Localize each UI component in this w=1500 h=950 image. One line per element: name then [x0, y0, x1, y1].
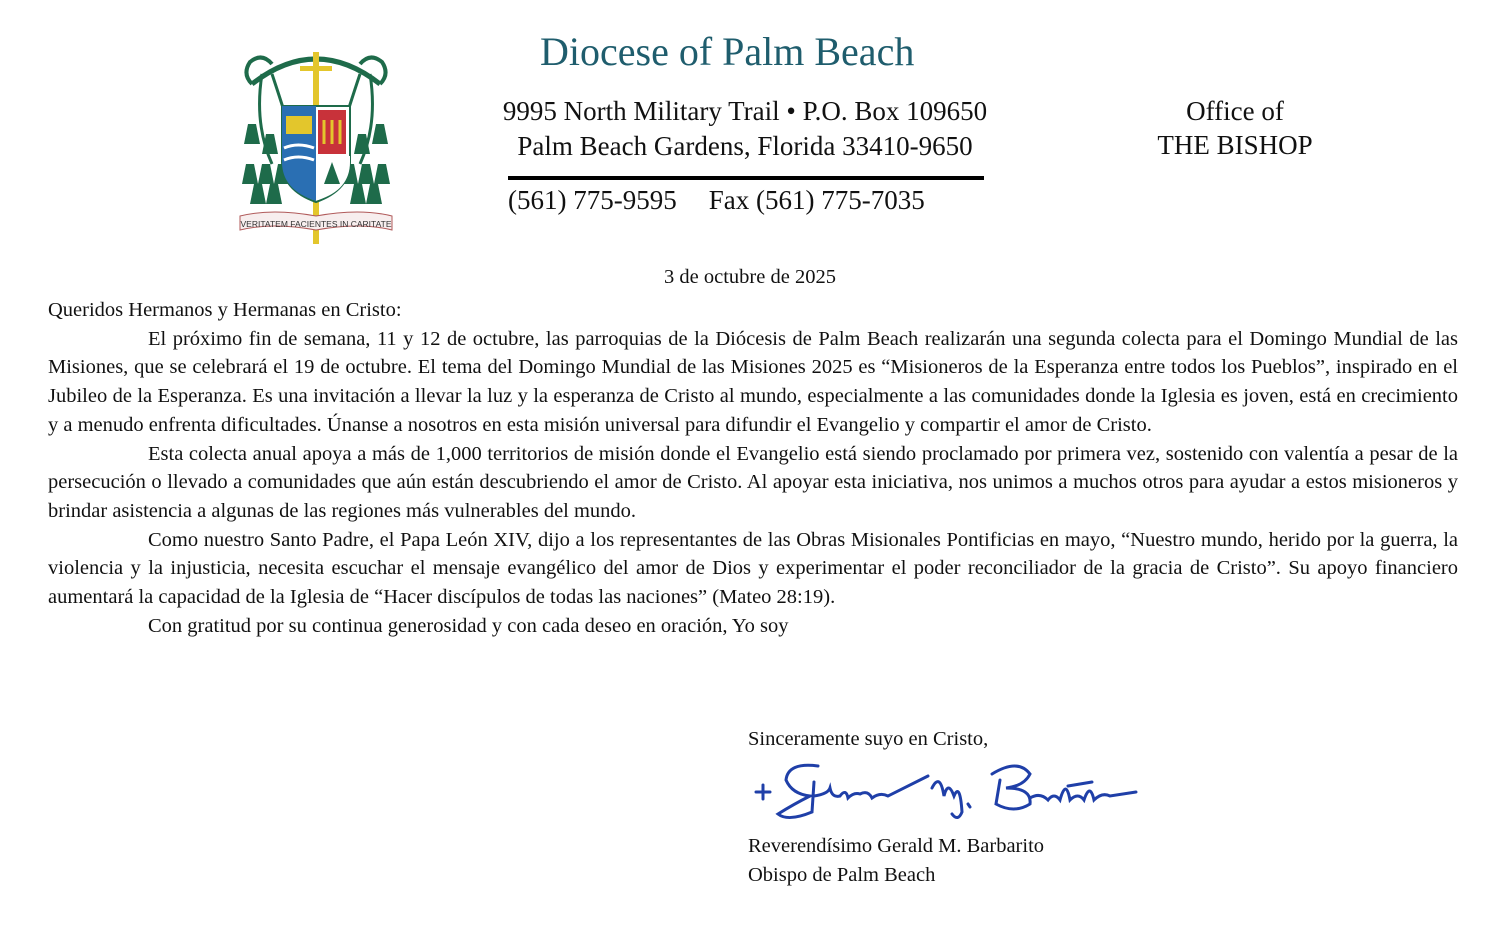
- paragraph-3: Como nuestro Santo Padre, el Papa León XIV, dijo a los representantes de las Obras Misionales Pontificias en mayo, “Nuestro mundo, herido por la guerra, la violencia y la injusticia, necesita escuchar el mensaje evangélico del amor de Dios y experimentar el poder reconciliador de la gracia de Cristo”. Su apoyo financiero aumentará la capacidad de la Iglesia de “Hacer discípulos de todas las naciones” (Mateo 28:19).: [48, 528, 1458, 609]
- closing: Sinceramente suyo en Cristo,: [748, 728, 989, 750]
- signer-title: Obispo de Palm Beach: [748, 864, 936, 886]
- paragraph-2: Esta colecta anual apoya a más de 1,000 territorios de misión donde el Evangelio está siendo proclamado por primera vez, sostenido con valentía a pesar de la persecución o llevado a comunidades que aún están descubriendo el amor de Cristo. Al apoyar esta iniciativa, nos unimos a muchos otros para ayudar a estos misioneros y brindar asistencia a algunas de las regiones más vulnerables del mundo.: [48, 442, 1458, 522]
- letter-date: 3 de octubre de 2025: [664, 266, 836, 288]
- salutation: Queridos Hermanos y Hermanas en Cristo:: [48, 299, 402, 321]
- svg-text:VERITATEM FACIENTES IN CARITAT: VERITATEM FACIENTES IN CARITATE: [240, 219, 392, 229]
- paragraph-1: El próximo fin de semana, 11 y 12 de octubre, las parroquias de la Diócesis de Palm Beach realizarán una segunda colecta para el Domingo Mundial de las Misiones, que se celebrará el 19 de octubre. El tema del Domingo Mundial de las Misiones 2025 es “Misioneros de la Esperanza entre todos los Pueblos”, inspirado en el Jubileo de la Esperanza. Es una invitación a llevar la luz y la esperanza de Cristo al mundo, especialmente a las comunidades donde la Iglesia es joven, está en crecimiento y a menudo enfrenta dificultades. Únanse a nosotros en esta misión universal para difundir el Evangelio y compartir el amor de Cristo.: [48, 327, 1458, 436]
- letterhead-divider: [508, 176, 984, 180]
- paragraph-4: Con gratitud por su continua generosidad y con cada deseo en oración, Yo soy: [148, 614, 789, 637]
- address-line-2: Palm Beach Gardens, Florida 33410-9650: [517, 131, 973, 161]
- fax-number: Fax (561) 775-7035: [708, 185, 925, 215]
- office-line-1: Office of: [1186, 96, 1284, 126]
- diocese-title: Diocese of Palm Beach: [540, 29, 915, 74]
- contact-numbers: [508, 185, 925, 216]
- coat-of-arms-crest: [232, 44, 400, 249]
- phone-number: (561) 775-9595: [508, 185, 677, 215]
- signer-name: Reverendísimo Gerald M. Barbarito: [748, 835, 1045, 857]
- address-line-1: 9995 North Military Trail • P.O. Box 109650: [502, 96, 988, 126]
- office-line-2: THE BISHOP: [1157, 130, 1313, 160]
- office-label: [1140, 94, 1330, 162]
- letter-body: [48, 296, 1458, 640]
- handwritten-signature: [748, 752, 1148, 832]
